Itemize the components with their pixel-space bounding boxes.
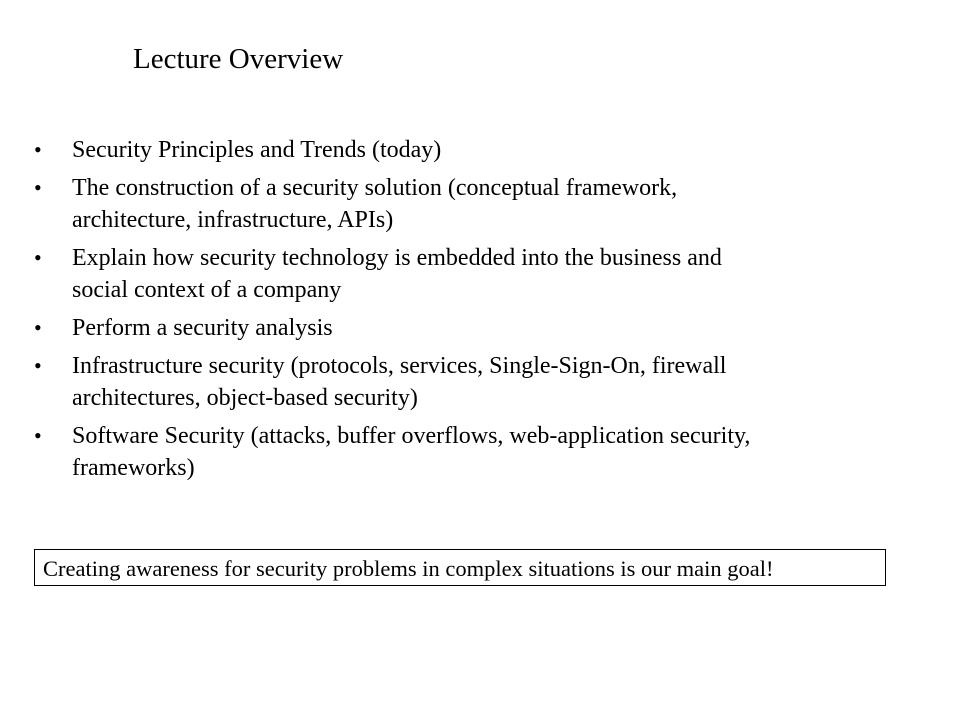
bullet-item	[0, 420, 900, 484]
bullet-text: The construction of a security solution (conceptual framework, architecture, infrastructure, APIs)	[72, 175, 678, 233]
bullet-point-icon: •	[34, 137, 42, 162]
bullet-point-icon: •	[34, 423, 42, 448]
bullet-text: Infrastructure security (protocols, services, Single-Sign-On, firewall architectures, object-based security)	[72, 353, 727, 411]
slide-title: Lecture Overview	[133, 43, 344, 75]
bullet-text: Explain how security technology is embedded into the business and social context of a company	[72, 245, 722, 303]
bullet-item	[0, 172, 900, 236]
bullet-point-icon: •	[34, 175, 42, 200]
bullet-point-icon: •	[34, 353, 42, 378]
goal-callout-box: Creating awareness for security problems in complex situations is our main goal!	[34, 549, 886, 586]
bullet-text: Perform a security analysis	[72, 315, 333, 341]
bullet-text: Software Security (attacks, buffer overflows, web-application security, frameworks)	[72, 423, 751, 481]
bullet-text: Security Principles and Trends (today)	[72, 137, 442, 163]
bullet-item	[0, 134, 900, 166]
bullet-list	[0, 134, 900, 490]
bullet-point-icon: •	[34, 315, 42, 340]
bullet-point-icon: •	[34, 245, 42, 270]
bullet-item	[0, 350, 900, 414]
bullet-item	[0, 312, 900, 344]
bullet-item	[0, 242, 900, 306]
